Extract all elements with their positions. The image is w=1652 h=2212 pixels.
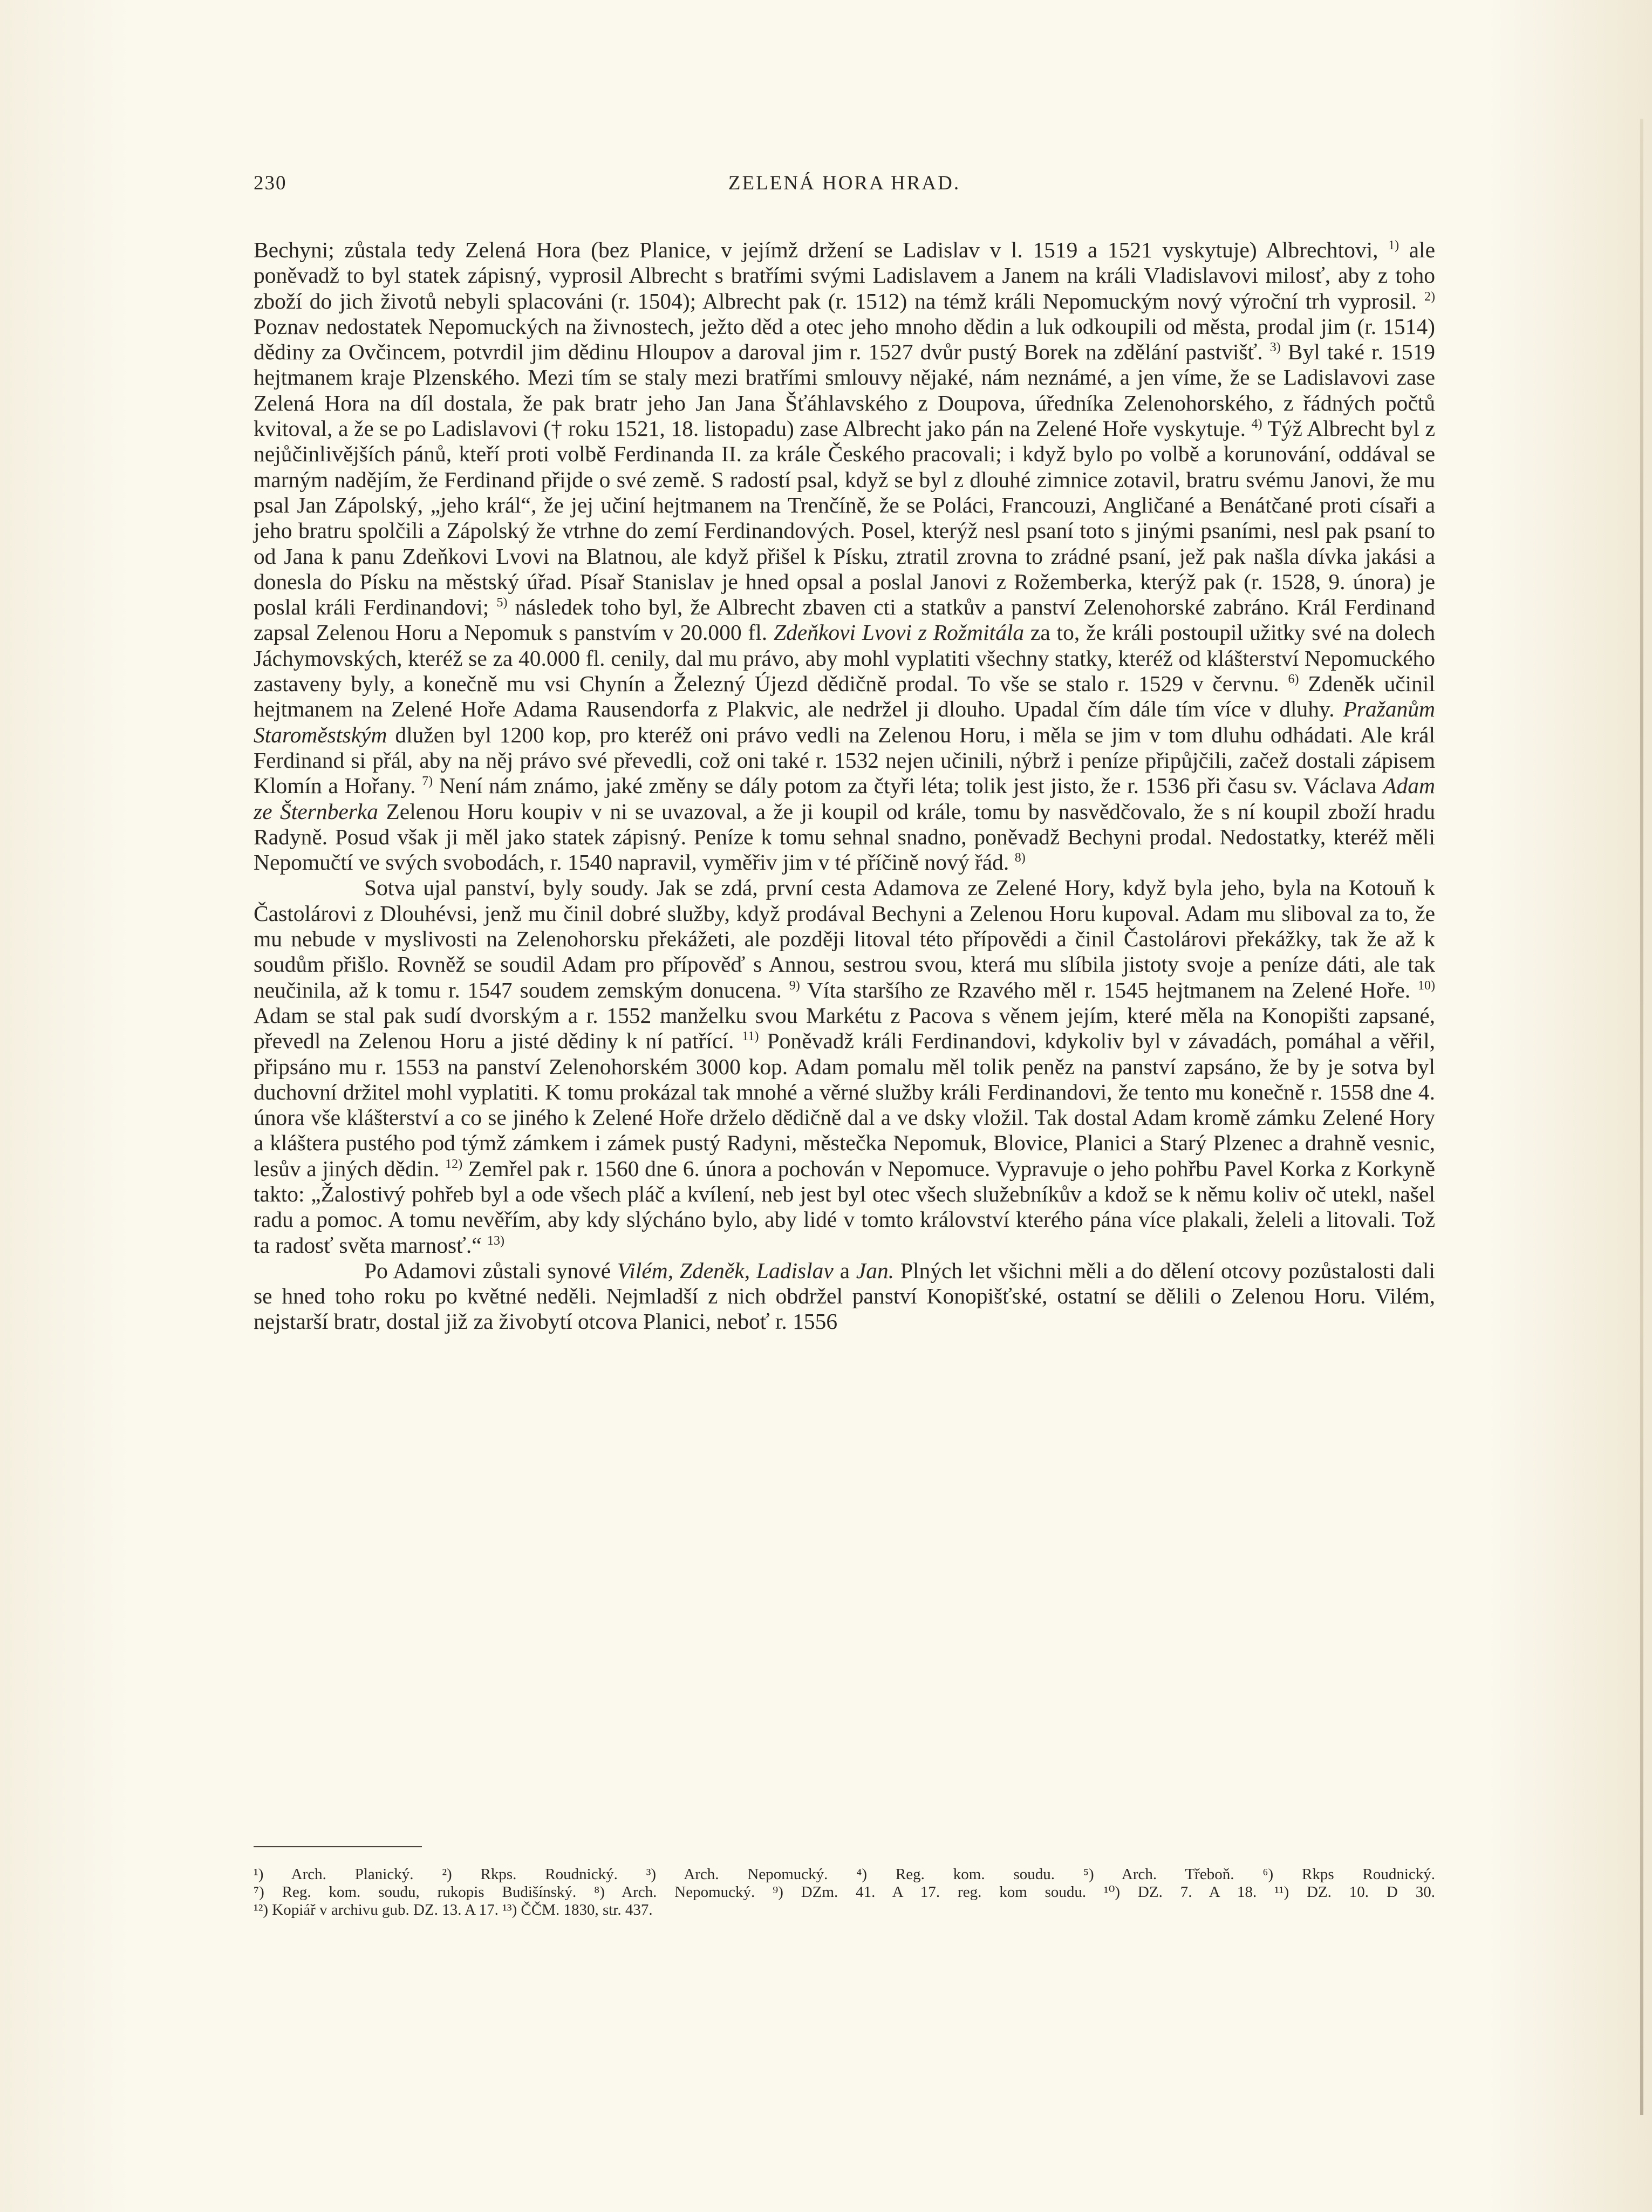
running-title: ZELENÁ HORA HRAD.	[728, 172, 961, 194]
footnote-ref: 5)	[496, 596, 508, 610]
italic-name: Zdeňkovi Lvovi z Rožmitála	[773, 620, 1025, 645]
footnote-line: ¹) Arch. Planický. ²) Rkps. Roudnický. ³) Arch. Nepomucký. ⁴) Reg. kom. soudu. ⁵) Arch. Třeboň. ⁶) Rkps Roudnický.	[254, 1866, 1435, 1883]
text-run: Zdeněk učinil hejtmanem na Zelené Hoře Adama Rausendorfa z Plakvic, ale nedržel ji dlouho. Upadal čím dále tím více v dluhy.	[254, 671, 1435, 722]
page-edge	[1640, 119, 1643, 2115]
footnote-ref: 2)	[1424, 289, 1435, 304]
paragraph	[254, 875, 1435, 1258]
footnote-rule	[254, 1846, 422, 1847]
text-run: Adam se stal pak sudí dvorským a r. 1552 manželku svou Markétu z Pacova s věnem jejím, které měla na Konopišti zapsané, převedl na Zelenou Horu a jisté dědiny k ní patřící.	[254, 1002, 1435, 1054]
text-run: Bechyni; zůstala tedy Zelená Hora (bez Planice, v jejímž držení se Ladislav v l. 1519 a 1521 vyskytuje) Albrechtovi,	[254, 237, 1389, 262]
text-run: Plných let všichni měli a do dělení otcovy pozůstalosti dali se hned toho roku po květné neděli. Nejmladší z nich obdržel panství Konopišťské, ostatní se dělili o Zelenou Horu. Vilém, nejstarší bratr, dostal již za živobytí otcova Planici, neboť r. 1556	[254, 1258, 1435, 1334]
text-run: Není nám známo, jaké změny se dály potom za čtyři léta; tolik jest jisto, že r. 1536 při času sv. Václava	[433, 773, 1383, 798]
footnote-ref: 4)	[1251, 417, 1262, 432]
footnote-ref: 6)	[1288, 672, 1299, 687]
footnote-ref: 13)	[487, 1233, 505, 1248]
footnote-ref: 12)	[445, 1157, 463, 1171]
page-header	[254, 172, 1435, 204]
text-run: za to, že králi postoupil užitky své na dolech Jáchymovských, kteréž se za 40.000 fl. cenily, dal mu právo, aby mohl vyplatiti všechny statky, kteréž od klášterství Nepomuckého zastaveny byly, a konečně mu vsi Chynín a Železný Újezd dědičně prodal. To vše se stalo r. 1529 v červnu.	[254, 620, 1436, 697]
footnote-line: ¹²) Kopiář v archivu gub. DZ. 13. A 17. ¹³) ČČM. 1830, str. 437.	[254, 1901, 653, 1919]
paragraph	[254, 237, 1435, 875]
italic-name: Jan.	[856, 1258, 895, 1283]
text-run: Byl také r. 1519 hejtmanem kraje Plzenského. Mezi tím se staly mezi bratřími smlouvy nějaké, nám neznámé, a jen víme, že se Ladislavovi zase Zelená Hora na díl dostala, že pak bratr jeho Jan Jana Šťáhlavského z Doupova, úředníka Zelenohorského, z řádných počtů kvitoval, a že se po Ladislavovi († roku 1521, 18. listopadu) zase Albrecht jako pán na Zelené Hoře vyskytuje.	[254, 339, 1435, 441]
text-run: Poněvadž králi Ferdinandovi, kdykoliv byl v závadách, pomáhal a věřil, připsáno mu r. 1553 na panství Zelenohorském 3000 kop. Adam pomalu měl tolik peněz na panství zapsáno, že by je sotva byl duchovní držitel mohl vyplatiti. K tomu prokázal tak mnohé a věrné služby králi Ferdinandovi, že tento mu konečně r. 1558 dne 4. února vše klášterství a co se jiného k Zelené Hoře drželo dědičně dal a ve dsky vložil. Tak dostal Adam kromě zámku Zelené Hory a kláštera pustého pod týmž zámkem i zámek pustý Radyni, městečka Nepomuk, Blovice, Planici a Starý Plzenec a drahně vesnic, lesův a jiných dědin.	[254, 1028, 1435, 1181]
footnote-ref: 8)	[1014, 851, 1026, 865]
footnote-ref: 10)	[1418, 978, 1435, 993]
text-run: Zelenou Horu koupiv v ni se uvazoval, a že ji koupil od krále, tomu by nasvědčovalo, že s ní koupil zboží hradu Radyně. Posud však ji měl jako statek zápisný. Peníze k tomu sehnal snadno, poněvadž Bechyni prodal. Nedostatky, kteréž měli Nepomučtí ve svých svobodách, r. 1540 napravil, vyměřiv jim v té příčině nový řád.	[254, 798, 1435, 875]
text-run: Zemřel pak r. 1560 dne 6. února a pochován v Nepomuce. Vypravuje o jeho pohřbu Pavel Korka z Korkyně takto: „Žalostivý pohřeb byl a ode všech pláč a kvílení, neb jest byl otec všech služebníkův a kdož se k němu koliv oč utekl, našel radu a pomoc. A tomu nevěřím, aby kdy slýcháno bylo, aby lidé v tomto království kterého pána více plakali, želeli a litovali. Tož ta radosť světa marnosť.“	[254, 1156, 1435, 1258]
footnote-ref: 11)	[742, 1029, 759, 1044]
text-run: následek toho byl, že Albrecht zbaven cti a statkův a panství Zelenohorské zabráno. Král Ferdinand zapsal Zelenou Horu a Nepomuk s panstvím v 20.000 fl.	[254, 595, 1435, 645]
text-run: dlužen byl 1200 kop, pro kteréž oni právo vedli na Zelenou Horu, i měla se jim v tom dluhu odhádati. Ale král Ferdinand si přál, aby na něj právo své převedli, což oni také r. 1532 nejen učinili, nýbrž i peníze připůjčili, začež dostali zápisem Klomín a Hořany.	[254, 722, 1435, 798]
text-run: ale poněvadž to byl statek zápisný, vyprosil Albrecht s bratřími svými Ladislavem a Janem na králi Vladislavovi milosť, aby z toho zboží do jich životů nebyli splacováni (r. 1504); Albrecht pak (r. 1512) na témž králi Nepomuckým nový výroční trh vyprosil.	[254, 237, 1435, 313]
body-text	[254, 237, 1435, 1335]
page-number: 230	[254, 172, 287, 194]
text-run: Poznav nedostatek Nepomuckých na živnostech, ježto děd a otec jeho mnoho dědin a luk odkoupili od města, prodal jim (r. 1514) dědiny za Ovčincem, potvrdil jim dědinu Hloupov a daroval jim r. 1527 dvůr pustý Borek na zdělání pastvišť.	[254, 313, 1435, 365]
footnote-ref: 1)	[1388, 238, 1400, 253]
footnote-ref: 3)	[1269, 340, 1281, 355]
text-run: a	[833, 1258, 856, 1283]
footnotes	[254, 1866, 1435, 1919]
footnote-ref: 9)	[789, 978, 800, 993]
text-run: Sotva ujal panství, byly soudy. Jak se zdá, první cesta Adamova ze Zelené Hory, když byla jeho, byla na Kotouň k Častolárovi z Dlouhévsi, jenž mu činil dobré služby, když prodával Bechyni a Zelenou Horu kupoval. Adam mu sliboval za to, že mu nebude v myslivosti na Zelenohorsku překážeti, ale později litoval této přípovědi a činil Častolárovi překážky, tak že až k soudům přišlo. Rovněž se soudil Adam pro přípověď s Annou, sestrou svou, která mu slíbila jistoty svoje a peníze dáti, ale tak neučinila, až k tomu r. 1547 soudem zemským donucena.	[254, 875, 1435, 1002]
text-run: Týž Albrecht byl z nejůčinlivějších pánů, kteří proti volbě Ferdinanda II. za krále Českého pracovali; i když bylo po volbě a korunování, oddával se marným nadějím, že Ferdinand přijde o své země. S radostí psal, když se byl z dlouhé zimnice zotavil, bratru svému Janovi, že mu psal Jan Zápolský, „jeho král“, že jej učiní hejtmanem na Trenčíně, že se Poláci, Francouzi, Angličané a Benátčané proti císaři a jeho bratru spolčili a Zápolský že vtrhne do zemí Ferdinandových. Posel, kterýž nesl psaní toto s jinými psaními, nesl pak psaní to od Jana k panu Zdeňkovi Lvovi na Blatnou, ale když přišel k Písku, ztratil zrovna to zrádné psaní, jež pak našla dívka jakási a donesla do Písku na městský úřad. Písař Stanislav je hned opsal a poslal Janovi z Rožemberka, kterýž pak (r. 1528, 9. února) je poslal králi Ferdinandovi;	[254, 416, 1435, 620]
footnote-line: ⁷) Reg. kom. soudu, rukopis Budišínský. ⁸) Arch. Nepomucký. ⁹) DZm. 41. A 17. reg. kom soudu. ¹⁰) DZ. 7. A 18. ¹¹) DZ. 10. D 30.	[254, 1883, 1435, 1901]
text-run: Víta staršího ze Rzavého měl r. 1545 hejtmanem na Zelené Hoře.	[800, 977, 1418, 1002]
paragraph	[254, 1258, 1435, 1335]
italic-name: Vilém, Zdeněk, Ladislav	[617, 1258, 834, 1283]
italic-name: Pražanům Staroměstským	[254, 697, 1435, 747]
footnote-ref: 7)	[422, 774, 433, 789]
text-run: Po Adamovi zůstali synové	[364, 1258, 617, 1283]
italic-name: Adam ze Šternberka	[254, 773, 1435, 824]
